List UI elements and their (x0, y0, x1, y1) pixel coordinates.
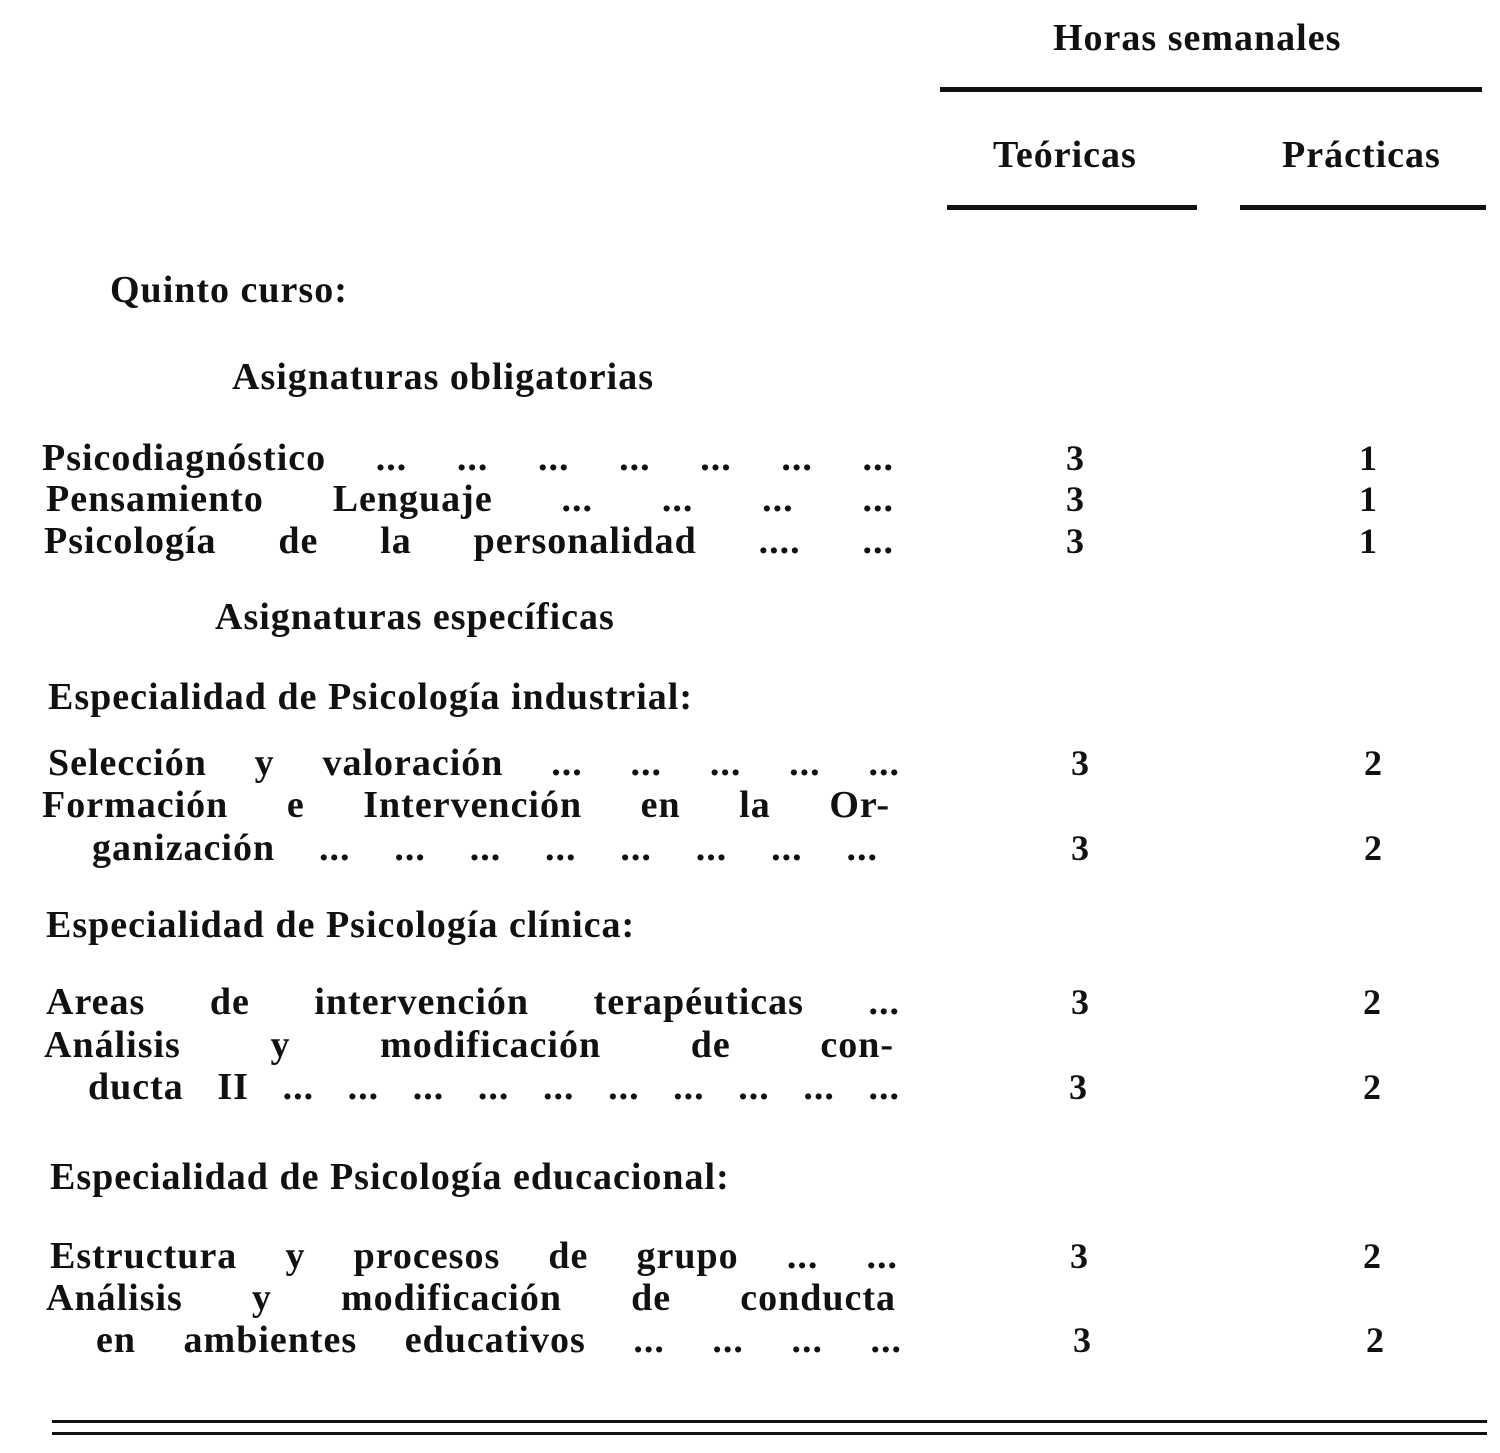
course-title: Quinto curso: (110, 269, 348, 311)
specialty-title: Especialidad de Psicología industrial: (48, 676, 694, 718)
specialty-title: Especialidad de Psicología clínica: (46, 904, 636, 946)
practice-rule (1240, 205, 1486, 210)
header-practice: Prácticas (1282, 134, 1441, 176)
header-group: Horas semanales (1053, 17, 1342, 59)
footer-rule-top (52, 1420, 1487, 1423)
theory-rule (947, 205, 1197, 210)
section-title: Asignaturas específicas (215, 596, 615, 638)
header-rule (940, 87, 1482, 92)
specialty-title: Especialidad de Psicología educacional: (50, 1156, 730, 1198)
section-title: Asignaturas obligatorias (232, 356, 654, 398)
header-theory: Teóricas (993, 134, 1137, 176)
footer-rule-bottom (52, 1432, 1487, 1435)
